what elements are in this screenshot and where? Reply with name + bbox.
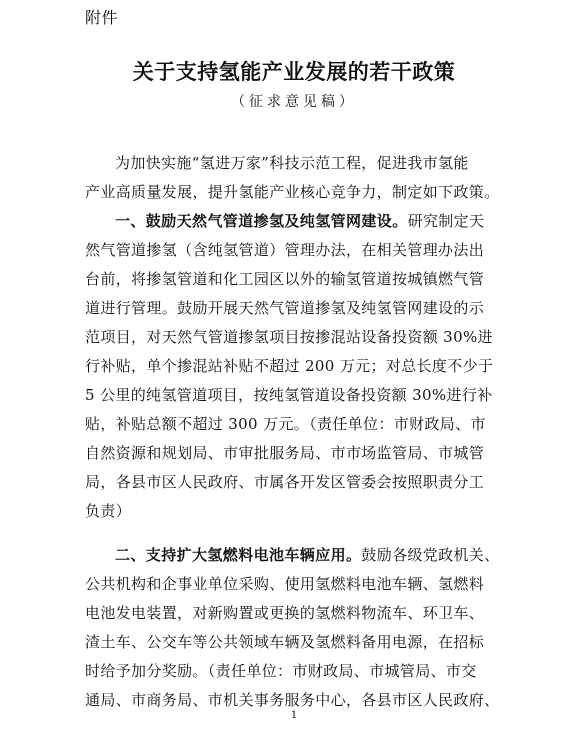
document-subtitle: （征求意见稿） <box>231 94 357 110</box>
section-1-line: 自然资源和规划局、市审批服务局、市市场监管局、市城管 <box>85 444 485 462</box>
section-1-first-line-rest: 研究制定天 <box>407 212 485 230</box>
section-1-line: 负责） <box>85 502 132 520</box>
intro-line: 为加快实施“氢进万家”科技示范工程，促进我市氢能 <box>115 154 469 172</box>
section-2-line: 公共机构和企事业单位采购、使用氢燃料电池车辆、氢燃料 <box>85 575 485 593</box>
section-1-heading: 一、鼓励天然气管道掺氢及纯氢管网建设。 <box>115 212 408 230</box>
section-1-line: 行补贴，单个掺混站补贴不超过 200 万元；对总长度不少于 <box>85 357 494 375</box>
section-1-line: 范项目，对天然气管道掺氢项目按掺混站设备投资额 30%进 <box>85 328 493 346</box>
section-2-first-line <box>85 541 503 570</box>
section-1-line: 然气管道掺氢（含纯氢管道）管理办法，在相关管理办法出 <box>85 241 485 259</box>
section-2-line: 通局、市商务局、市机关事务服务中心，各县市区人民政府、 <box>85 691 500 709</box>
paragraph-gap <box>85 526 503 541</box>
attachment-label: 附件 <box>85 8 119 27</box>
section-2-first-line-rest: 鼓励各级党政机关、 <box>361 546 500 564</box>
section-1-line: 贴，补贴总额不超过 300 万元。（责任单位：市财政局、市 <box>85 415 486 433</box>
section-2-heading: 二、支持扩大氢燃料电池车辆应用。 <box>115 546 362 564</box>
section-1-line: 5 公里的纯氢管道项目，按纯氢管道设备投资额 30%进行补 <box>85 386 493 404</box>
document-title: 关于支持氢能产业发展的若干政策 <box>132 59 456 84</box>
section-1-first-line <box>85 207 503 236</box>
section-2-line: 渣土车、公交车等公共领域车辆及氢燃料备用电源，在招标 <box>85 633 485 651</box>
section-1-line: 台前，将掺氢管道和化工园区以外的输氢管道按城镇燃气管 <box>85 270 485 288</box>
section-1-line: 道进行管理。鼓励开展天然气管道掺氢及纯氢管网建设的示 <box>85 299 485 317</box>
section-1-line: 局，各县市区人民政府、市属各开发区管委会按照职责分工 <box>85 473 485 491</box>
section-2-line: 时给予加分奖励。（责任单位：市财政局、市城管局、市交 <box>85 662 477 680</box>
section-2-line: 电池发电装置，对新购置或更换的氢燃料物流车、环卫车、 <box>85 604 485 622</box>
intro-line: 产业高质量发展，提升氢能产业核心竞争力，制定如下政策。 <box>85 183 500 201</box>
page-number: 1 <box>290 710 298 721</box>
document-body <box>85 149 503 715</box>
